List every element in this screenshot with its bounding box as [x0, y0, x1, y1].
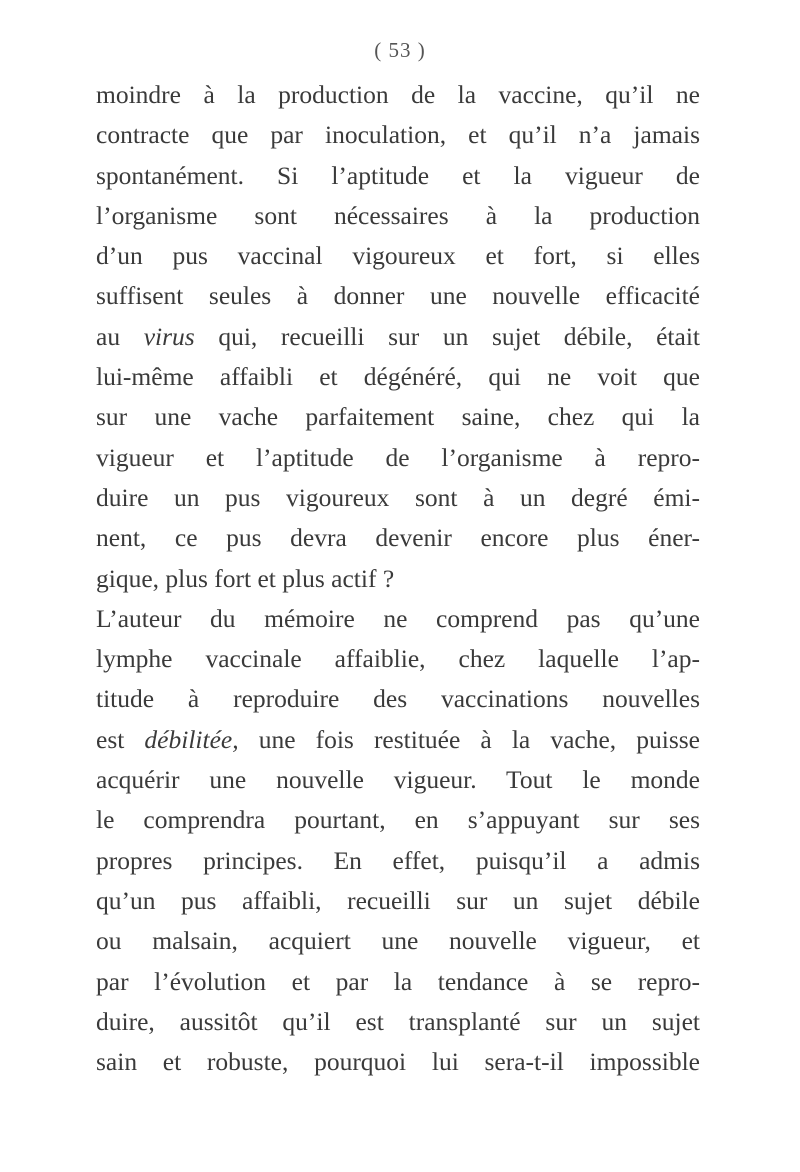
text-line: d’un pus vaccinal vigoureux et fort, si elles — [96, 241, 700, 271]
text-line: ou malsain, acquiert une nouvelle vigueur, et — [96, 926, 700, 956]
text-line: par l’évolution et par la tendance à se repro- — [96, 966, 700, 996]
text-line: le comprendra pourtant, en s’appuyant sur ses — [96, 805, 700, 835]
text-line: nent, ce pus devra devenir encore plus éner- — [96, 523, 700, 553]
text-line-paragraph-end: gique, plus fort et plus actif ? — [96, 563, 395, 593]
text-line: qu’un pus affaibli, recueilli sur un sujet débile — [96, 885, 700, 915]
text-line: titude à reproduire des vaccinations nouvelles — [96, 684, 700, 714]
text-line: sur une vache parfaitement saine, chez qui la — [96, 402, 700, 432]
text-segment: qui, recueilli sur un sujet débile, était — [194, 321, 700, 351]
text-line: sain et robuste, pourquoi lui sera-t-il impossible — [96, 1047, 700, 1077]
text-segment: une fois restituée à la vache, puisse — [238, 724, 700, 754]
text-line: duire, aussitôt qu’il est transplanté sur un sujet — [96, 1006, 700, 1036]
text-segment: au — [96, 321, 144, 351]
text-line: contracte que par inoculation, et qu’il n’a jamais — [96, 120, 700, 150]
italic-term-debilitee: débilitée, — [144, 724, 239, 754]
text-line — [96, 720, 700, 760]
text-line: l’organisme sont nécessaires à la production — [96, 200, 700, 230]
text-line: duire un pus vigoureux sont à un degré émi- — [96, 482, 700, 512]
body-text — [96, 75, 700, 1082]
text-line: vigueur et l’aptitude de l’organisme à repro- — [96, 442, 700, 472]
text-line: moindre à la production de la vaccine, qu’il ne — [96, 80, 700, 109]
page-number: ( 53 ) — [374, 38, 426, 62]
text-line: acquérir une nouvelle vigueur. Tout le monde — [96, 765, 700, 795]
italic-term-virus: virus — [143, 321, 195, 351]
text-line: lymphe vaccinale affaiblie, chez laquelle l’ap- — [96, 644, 700, 674]
text-line: suffisent seules à donner une nouvelle efficacité — [96, 281, 700, 311]
text-segment: est — [96, 724, 145, 754]
text-line-paragraph-start: L’auteur du mémoire ne comprend pas qu’une — [96, 603, 700, 633]
text-line: lui-même affaibli et dégénéré, qui ne voit que — [96, 362, 700, 392]
text-line: propres principes. En effet, puisqu’il a admis — [96, 845, 700, 875]
text-line — [96, 317, 700, 357]
text-line: spontanément. Si l’aptitude et la vigueur de — [96, 160, 700, 190]
